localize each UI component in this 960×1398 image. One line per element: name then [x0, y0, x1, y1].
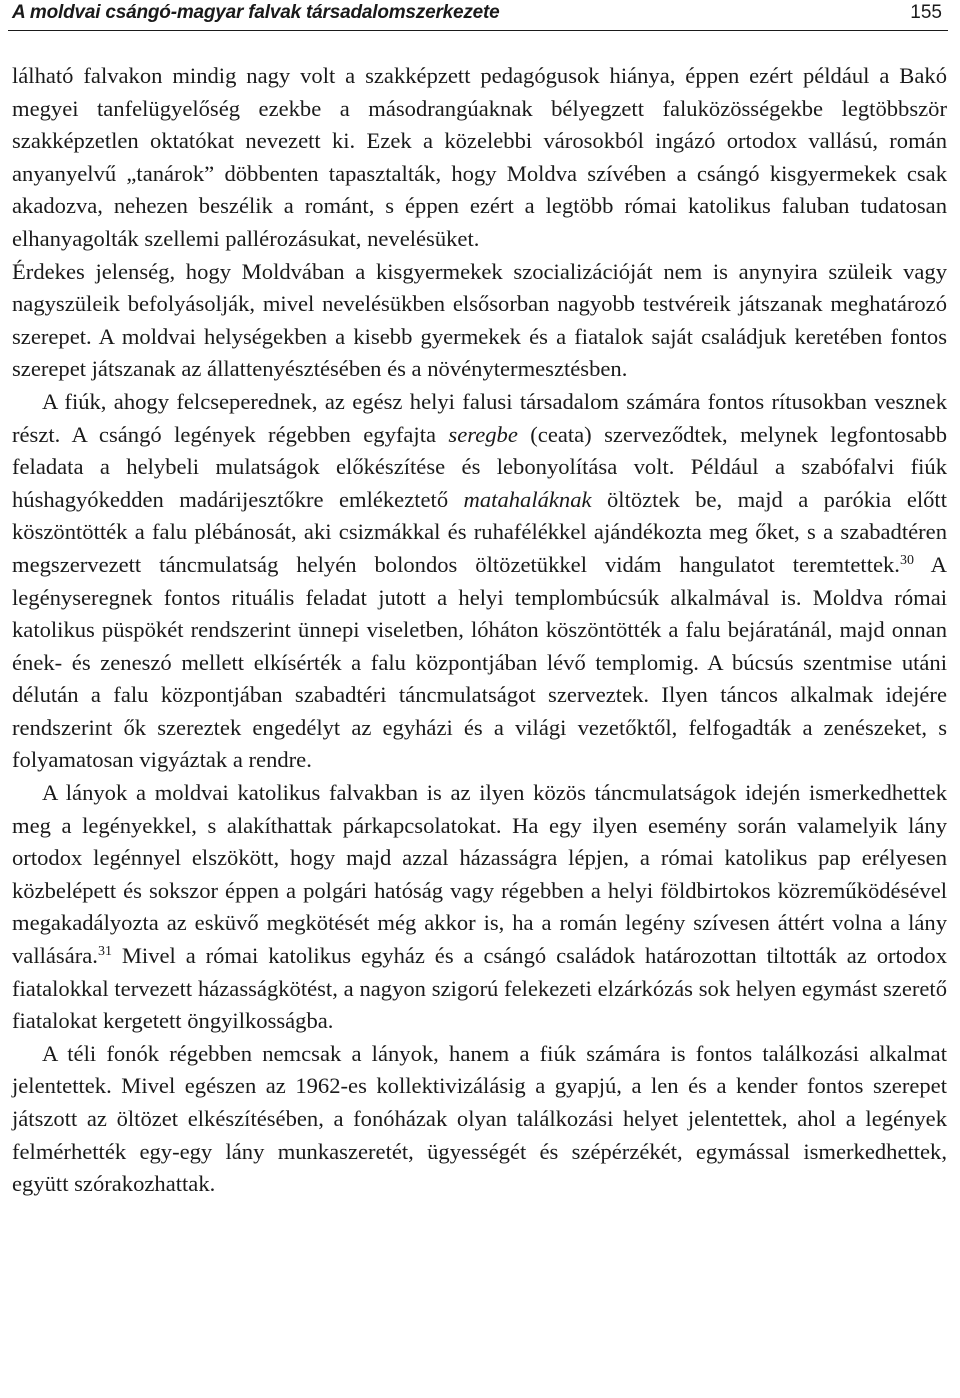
italic-term-matahalaknak: matahaláknak	[463, 486, 592, 512]
footnote-ref-30[interactable]: 30	[899, 552, 914, 568]
paragraph-4	[12, 777, 947, 1038]
page-header	[8, 0, 948, 31]
body-text	[12, 60, 947, 1201]
paragraph-1: lálható falvakon mindig nagy volt a szakképzett pedagógusok hiánya, éppen ezért például a Bakó megyei tanfelügyelőség ezekbe a másodrangúaknak bélyegzett faluközösségekbe legtöbbször szakképzetlen oktatókat nevezett ki. Ezek a közelebbi városokból ingázó ortodox vallású, román anyanyelvű „tanárok” döbbenten tapasztalták, hogy Moldva szívében a csángó kisgyermekek csak akadozva, nehezen beszélik a románt, s éppen ezért a legtöbb római katolikus faluban tudatosan elhanyagolták szellemi pallérozásukat, nevelésüket.	[12, 63, 947, 251]
page-number: 155	[910, 2, 942, 23]
paragraph-3-text-a: A fiúk, ahogy felcseperednek, az egész helyi falusi társadalom számára fontos rítusokban vesznek részt. A csángó legények régebben egyfajta	[12, 388, 947, 447]
paragraph-3-text-d: A legényseregnek fontos rituális feladat jutott a helyi templombúcsúk alkalmával is. Moldva római katolikus püspökét rendszerint ünnepi viseletben, lóháton köszöntötték a falu bejáratánál, majd onnan ének- és zeneszó mellett elkísérték a falu központjában lévő templomig. A búcsús szentmise utáni délután a falu központjában szabadtéri táncmulatságot szerveztek. Ilyen táncos alkalmak idejére rendszerint ők szereztek engedélyt az egyházi és a világi vezetőktől, felfogadták a zenészeket, s folyamatosan vigyáztak a rendre.	[12, 551, 947, 773]
footnote-ref-31[interactable]: 31	[97, 944, 112, 960]
paragraph-3-text-c: öltöztek be, majd a parókia előtt köszöntötték a falu plébánosát, aki csizmákkal és ruhafélékkel ajándékozta meg őket, s a szabadtéren megszervezett táncmulatság helyén bolondos öltözetükkel vidám hangulatot teremtettek.	[12, 486, 947, 577]
paragraph-3-text-b: (ceata) szerveződtek, melynek legfontosabb feladata a helybeli mulatságok előkészítése és lebonyolítása volt. Például a szabófalvi fiúk húshagyókedden madárijesztőkre emlékeztető	[12, 421, 948, 512]
paragraph-4-text-a: A lányok a moldvai katolikus falvakban is az ilyen közös táncmulatságok idején ismerkedhettek meg a legényekkel, s alakíthattak párkapcsolatokat. Ha egy ilyen esemény során valamelyik lány ortodox legénnyel elszökött, hogy majd azzal házasságra lépjen, a római katolikus pap erélyesen közbelépett és sokszor éppen a polgári hatóság vagy régebben a helyi földbirtokos közreműködésével megakadályozta az esküvő megkötését még akkor is, ha a román legény szívesen áttért volna a lány vallására.	[12, 780, 947, 969]
paragraph-3	[12, 386, 947, 777]
running-head: A moldvai csángó-magyar falvak társadalomszerkezete	[12, 2, 500, 23]
italic-term-seregbe: seregbe	[448, 421, 518, 447]
paragraph-2: Érdekes jelenség, hogy Moldvában a kisgyermekek szocializációját nem is anynyira szüleik vagy nagyszüleik befolyásolják, mivel nevelésükben elsősorban nagyobb testvéreik játszanak meghatározó szerepet. A moldvai helységekben a kisebb gyermekek és a fiatalok saját családjuk keretében fontos szerepet játszanak az állattenyésztésében és a növénytermesztésben.	[12, 258, 947, 382]
paragraph-5: A téli fonók régebben nemcsak a lányok, hanem a fiúk számára is fontos találkozási alkalmat jelentettek. Mivel egészen az 1962-es kollektivizálásig a gyapjú, a len és a kender fontos szerepet játszott az öltözet elkészítésében, a fonóházak olyan találkozási helyet jelentettek, ahol a legények felmérhették egy-egy lány munkaszeretét, ügyességét és szépérzékét, egymással ismerkedhettek, együtt szórakozhattak.	[12, 1040, 947, 1197]
paragraph-4-text-b: Mivel a római katolikus egyház és a csángó családok határozottan tiltották az ortodox fiatalokkal tervezett házasságkötést, a nagyon szigorú felekezeti elzárkózás sok helyen egymást szerető fiatalokat kergetett öngyilkosságba.	[12, 943, 947, 1034]
